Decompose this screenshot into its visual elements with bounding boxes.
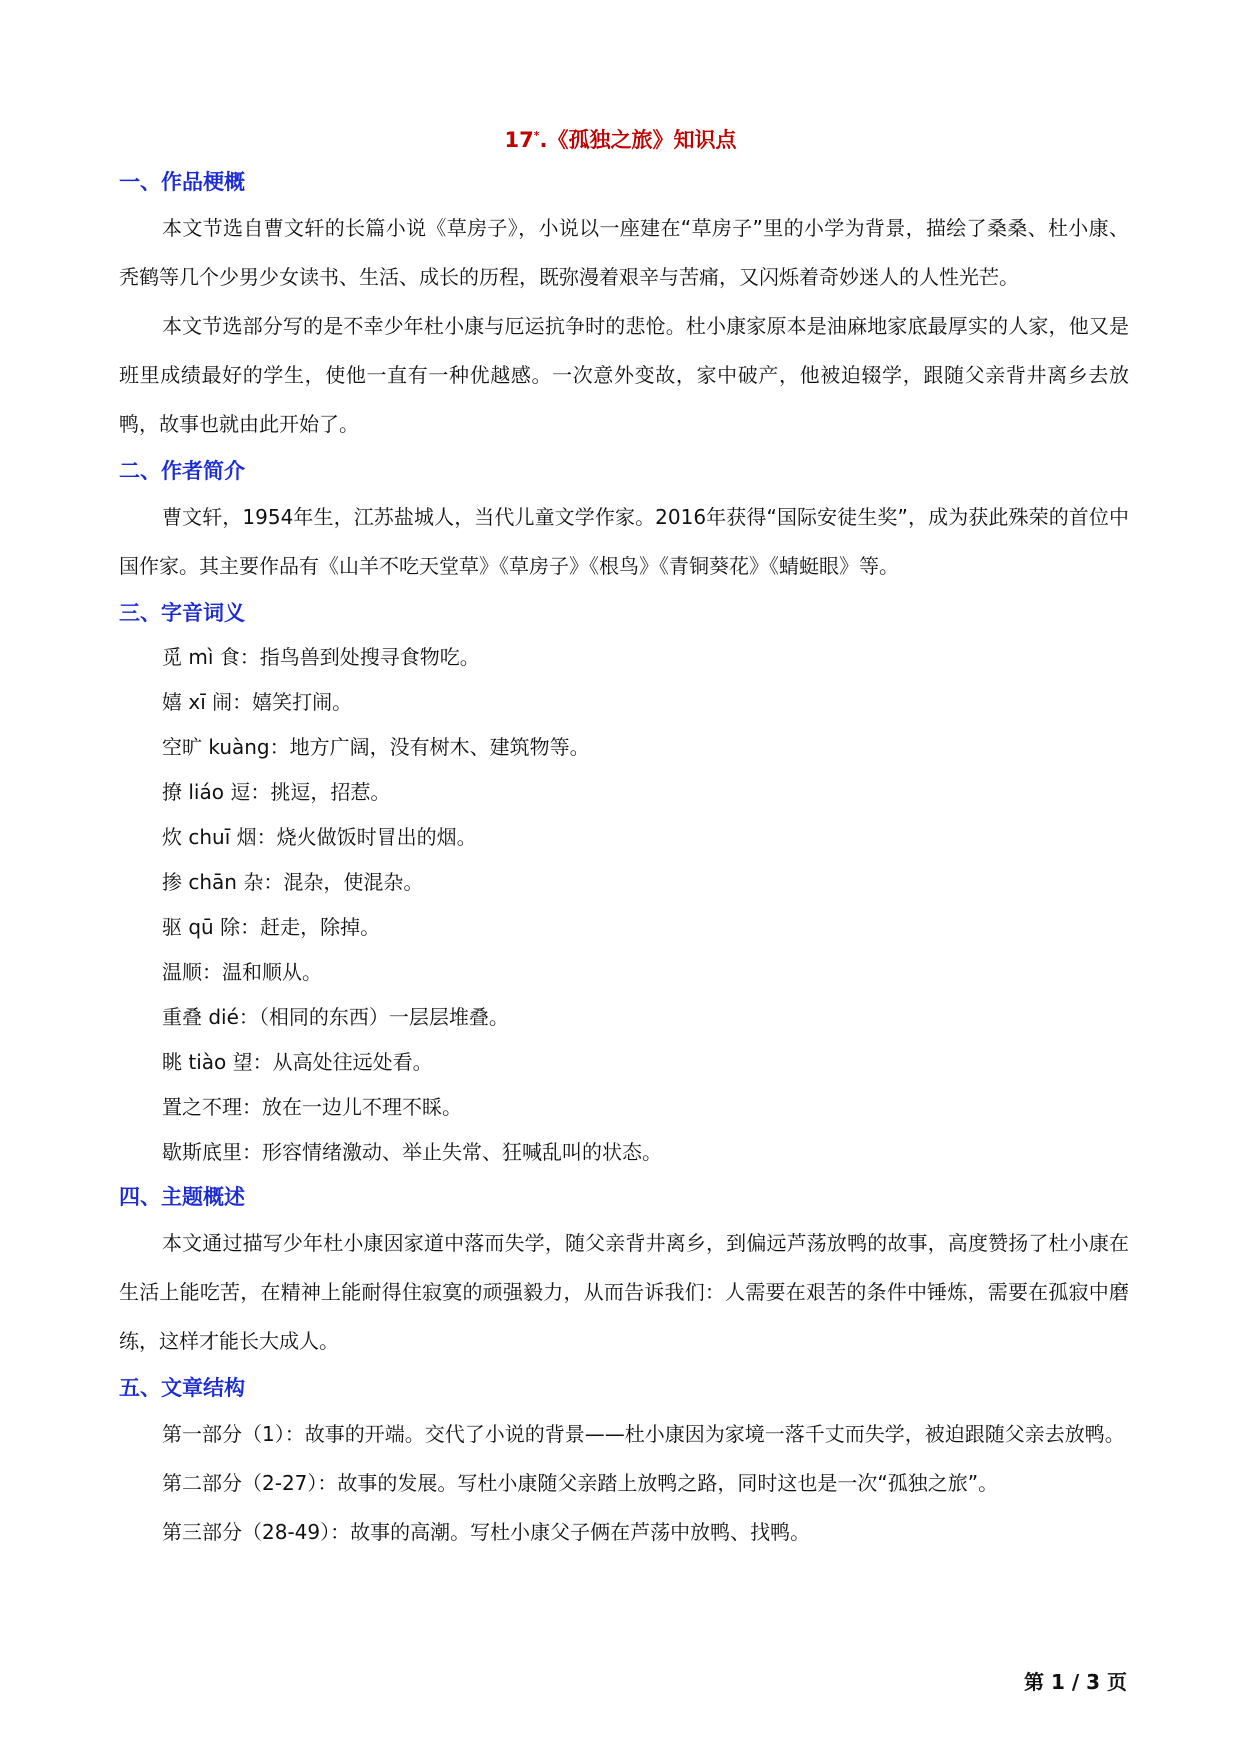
page-title: [0, 122, 1241, 154]
section-heading-author: 二、作者简介: [119, 459, 245, 483]
title-mark: *: [533, 129, 540, 142]
section-heading-theme: 四、主题概述: [119, 1185, 245, 1209]
section-heading-structure: 五、文章结构: [119, 1376, 245, 1400]
document-body: [119, 160, 1129, 1557]
vocab-item: 温顺：温和顺从。: [162, 960, 322, 984]
author-paragraph: 曹文轩，1954年生，江苏盐城人，当代儿童文学作家。2016年获得“国际安徒生奖”，成为获此殊荣的首位中国作家。其主要作品有《山羊不吃天堂草》《草房子》《根鸟》《青铜葵花》《蜻蜓眼》等。: [119, 505, 1129, 578]
section-heading-synopsis: 一、作品梗概: [119, 170, 245, 194]
vocab-item: 撩 liáo 逗：挑逗，招惹。: [162, 780, 391, 804]
vocab-item: 炊 chuī 烟：烧火做饭时冒出的烟。: [162, 825, 477, 849]
structure-paragraph-1: 第一部分（1）：故事的开端。交代了小说的背景——杜小康因为家境一落千丈而失学，被迫跟随父亲去放鸭。: [162, 1422, 1125, 1446]
title-number: 17: [504, 128, 534, 152]
vocab-item: 驱 qū 除：赶走，除掉。: [162, 915, 381, 939]
structure-paragraph-3: 第三部分（28-49）：故事的高潮。写杜小康父子俩在芦荡中放鸭、找鸭。: [162, 1520, 811, 1544]
vocab-item: 置之不理：放在一边儿不理不睬。: [162, 1095, 462, 1119]
vocab-item: 掺 chān 杂：混杂，使混杂。: [162, 870, 424, 894]
vocab-item: 歇斯底里：形容情绪激动、举止失常、狂喊乱叫的状态。: [162, 1140, 662, 1164]
synopsis-paragraph-1: 本文节选自曹文轩的长篇小说《草房子》，小说以一座建在“草房子”里的小学为背景，描绘了桑桑、杜小康、秃鹤等几个少男少女读书、生活、成长的历程，既弥漫着艰辛与苦痛，又闪烁着奇妙迷人的人性光芒。: [119, 216, 1129, 289]
vocab-item: 嬉 xī 闹：嬉笑打闹。: [162, 690, 353, 714]
title-text: .《孤独之旅》知识点: [539, 128, 737, 152]
theme-paragraph: 本文通过描写少年杜小康因家道中落而失学，随父亲背井离乡，到偏远芦荡放鸭的故事，高度赞扬了杜小康在生活上能吃苦，在精神上能耐得住寂寞的顽强毅力，从而告诉我们：人需要在艰苦的条件中锤炼，需要在孤寂中磨练，这样才能长大成人。: [119, 1231, 1129, 1353]
vocab-item: 空旷 kuàng：地方广阔，没有树木、建筑物等。: [162, 735, 590, 759]
vocab-item: 重叠 dié：（相同的东西）一层层堆叠。: [162, 1005, 509, 1029]
page-number: 第 1 / 3 页: [1024, 1670, 1127, 1694]
synopsis-paragraph-2: 本文节选部分写的是不幸少年杜小康与厄运抗争时的悲怆。杜小康家原本是油麻地家底最厚实的人家，他又是班里成绩最好的学生，使他一直有一种优越感。一次意外变故，家中破产，他被迫辍学，跟随父亲背井离乡去放鸭，故事也就由此开始了。: [119, 314, 1129, 436]
vocab-item: 眺 tiào 望：从高处往远处看。: [162, 1050, 433, 1074]
vocab-item: 觅 mì 食：指鸟兽到处搜寻食物吃。: [162, 645, 480, 669]
structure-paragraph-2: 第二部分（2-27）：故事的发展。写杜小康随父亲踏上放鸭之路，同时这也是一次“孤独之旅”。: [162, 1471, 999, 1495]
section-heading-vocabulary: 三、字音词义: [119, 601, 245, 625]
